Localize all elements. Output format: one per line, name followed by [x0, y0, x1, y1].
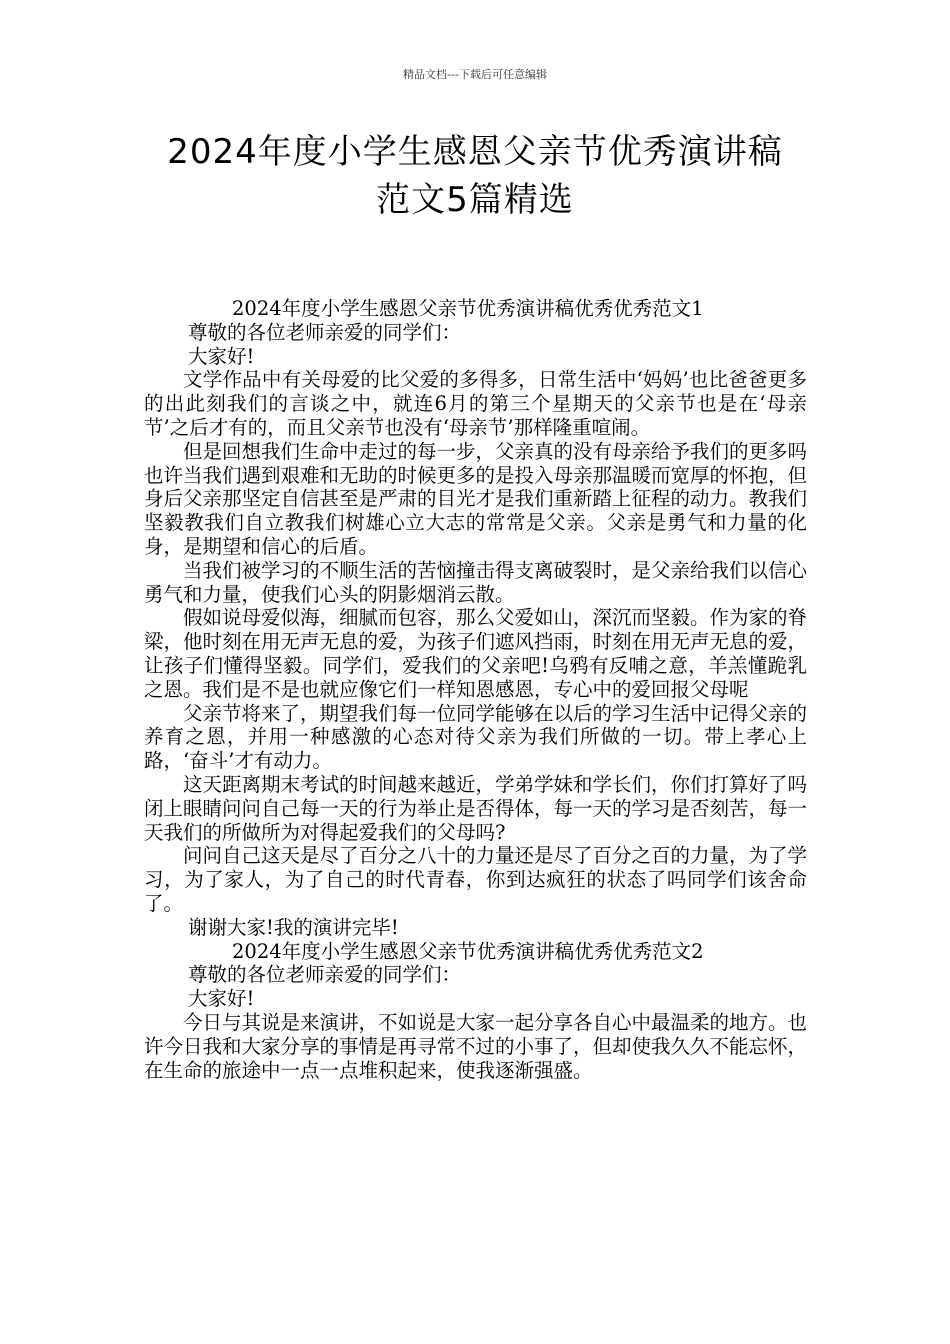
salutation: 尊敬的各位老师亲爱的同学们：: [188, 963, 462, 987]
paragraph: 但是回想我们生命中走过的每一步，父亲真的没有母亲给予我们的更多吗也许当我们遇到艰难和无助的时候更多的是投入母亲那温暖而宽厚的怀抱，但身后父亲那坚定自信甚至是严肃的目光才是我们重新踏上征程的动力。教我们坚毅教我们自立教我们树雄心立大志的常常是父亲。父亲是勇气和力量的化身，是期望和信心的后盾。: [144, 439, 808, 558]
salutation: 尊敬的各位老师亲爱的同学们：: [188, 320, 462, 344]
greeting: 大家好!: [188, 344, 255, 368]
document-body: [144, 297, 807, 1082]
paragraph: 问问自己这天是尽了百分之八十的力量还是尽了百分之百的力量，为了学习，为了家人，为了自己的时代青春，你到达疯狂的状态了吗同学们该舍命了。: [144, 844, 808, 915]
greeting: 大家好!: [188, 987, 255, 1011]
section-heading: 2024年度小学生感恩父亲节优秀演讲稿优秀优秀范文1: [232, 297, 704, 320]
paragraph: 父亲节将来了，期望我们每一位同学能够在以后的学习生活中记得父亲的养育之恩，并用一种感激的心态对待父亲为我们所做的一切。带上孝心上路，‘奋斗’才有动力。: [144, 701, 808, 773]
page-header: 精品文档---下载后可任意编辑: [403, 68, 547, 81]
paragraph: 这天距离期末考试的时间越来越近，学弟学妹和学长们，你们打算好了吗闭上眼睛问问自己每一天的行为举止是否得体，每一天的学习是否刻苦，每一天我们的所做所为对得起爱我们的父母吗?: [144, 772, 808, 844]
section-heading: 2024年度小学生感恩父亲节优秀演讲稿优秀优秀范文2: [232, 939, 704, 963]
closing: 谢谢大家!我的演讲完毕!: [188, 915, 399, 939]
document-title: [100, 128, 850, 224]
document-title-line2: 范文5篇精选: [376, 180, 574, 220]
paragraph: 今日与其说是来演讲，不如说是大家一起分享各自心中最温柔的地方。也许今日我和大家分享的事情是再寻常不过的小事了，但却使我久久不能忘怀，在生命的旅途中一点一点堆积起来，使我逐渐强盛。: [144, 1010, 808, 1082]
paragraph: 当我们被学习的不顺生活的苦恼撞击得支离破裂时，是父亲给我们以信心勇气和力量，使我们心头的阴影烟消云散。: [144, 558, 808, 606]
paragraph: 文学作品中有关母爱的比父爱的多得多，日常生活中‘妈妈’也比爸爸更多的出此刻我们的言谈之中，就连6月的第三个星期天的父亲节也是在‘母亲节’之后才有的，而且父亲节也没有‘母亲节’那样隆重喧闹。: [144, 368, 807, 439]
paragraph: 假如说母爱似海，细腻而包容，那么父爱如山，深沉而坚毅。作为家的脊梁，他时刻在用无声无息的爱，为孩子们遮风挡雨，时刻在用无声无息的爱，让孩子们懂得坚毅。同学们，爱我们的父亲吧!乌鸦有反哺之意，羊羔懂跪乳之恩。我们是不是也就应像它们一样知恩感恩，专心中的爱回报父母呢: [144, 606, 808, 701]
document-title-line1: 2024年度小学生感恩父亲节优秀演讲稿: [167, 132, 783, 172]
